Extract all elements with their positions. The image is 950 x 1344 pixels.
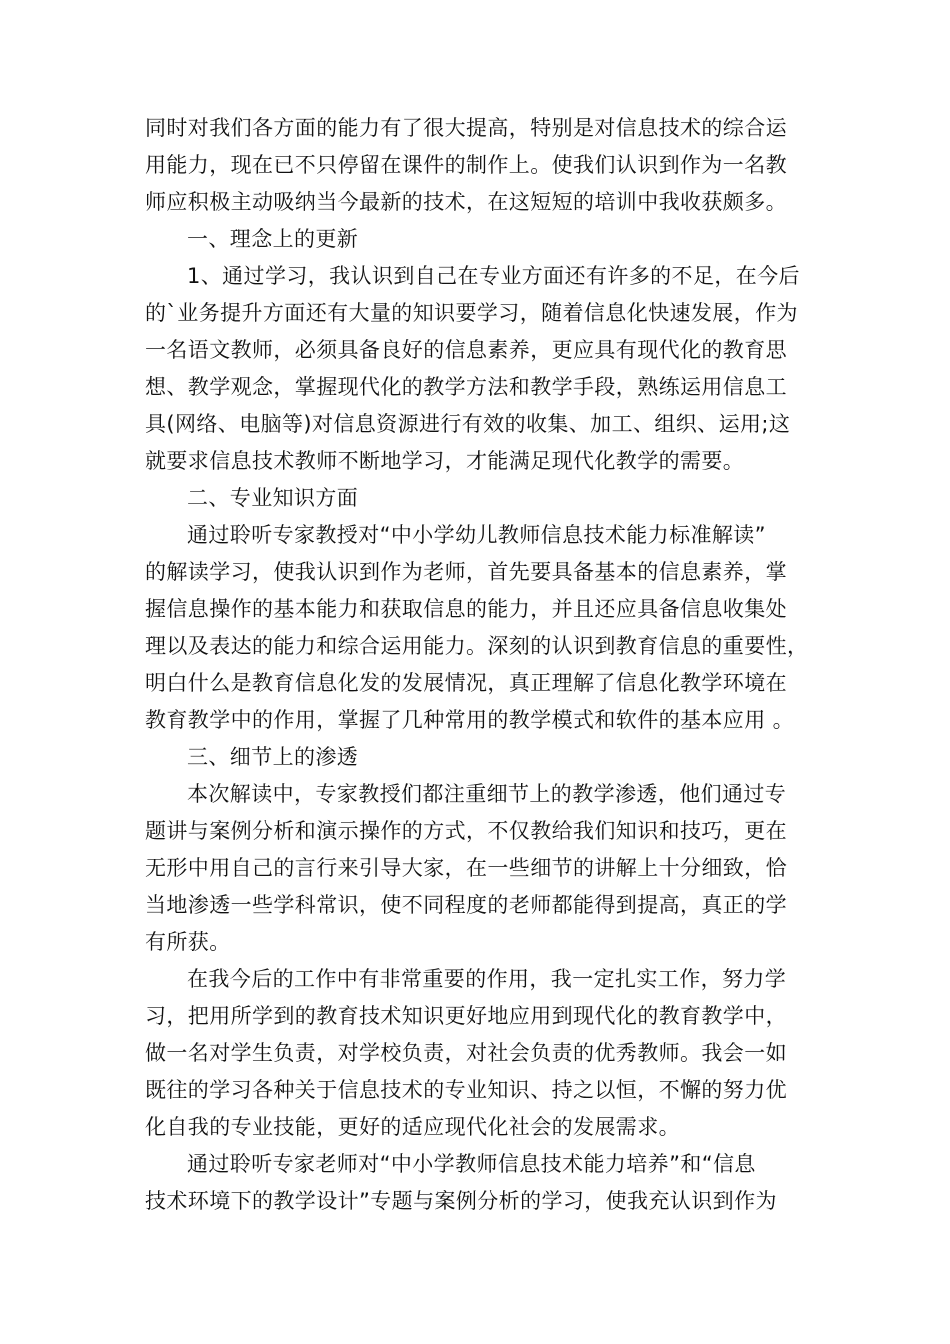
text-line: 题讲与案例分析和演示操作的方式，不仅教给我们知识和技巧，更在 [145,819,787,843]
text-line: 教育教学中的作用，掌握了几种常用的教学模式和软件的基本应用 。 [145,708,795,732]
text-line: 理以及表达的能力和综合运用能力。深刻的认识到教育信息的重要性， [145,634,809,658]
text-line: 无形中用自己的言行来引导大家，在一些细节的讲解上十分细致，恰 [145,856,787,880]
section-heading: 二、专业知识方面 [187,486,359,510]
text-line: 的`业务提升方面还有大量的知识要学习，随着信息化快速发展，作为 [145,301,798,325]
text-line: 用能力，现在已不只停留在课件的制作上。使我们认识到作为一名教 [145,153,787,177]
text-line: 做一名对学生负责，对学校负责，对社会负责的优秀教师。我会一如 [145,1041,787,1065]
text-line: 习，把用所学到的教育技术知识更好地应用到现代化的教育教学中， [145,1004,787,1028]
text-line: 本次解读中，专家教授们都注重细节上的教学渗透，他们通过专 [187,782,787,806]
text-line: 具(网络、电脑等)对信息资源进行有效的收集、加工、组织、运用;这 [145,412,791,436]
section-heading: 一、理念上的更新 [187,227,359,251]
text-line: 通过聆听专家老师对“中小学教师信息技术能力培养”和“信息 [187,1152,756,1176]
text-line: 就要求信息技术教师不断地学习，才能满足现代化教学的需要。 [145,449,745,473]
section-heading: 三、细节上的渗透 [187,745,359,769]
document-body [145,110,807,1220]
text-line: 有所获。 [145,930,231,954]
text-line: 化自我的专业技能，更好的适应现代化社会的发展需求。 [145,1115,680,1139]
text-line: 既往的学习各种关于信息技术的专业知识、持之以恒，不懈的努力优 [145,1078,787,1102]
text-line: 在我今后的工作中有非常重要的作用，我一定扎实工作，努力学 [187,967,787,991]
text-line: 技术环境下的教学设计”专题与案例分析的学习，使我充认识到作为 [145,1189,777,1213]
text-line: 师应积极主动吸纳当今最新的技术，在这短短的培训中我收获颇多。 [145,190,787,214]
text-line: 1、通过学习，我认识到自己在专业方面还有许多的不足，在今后 [187,264,800,288]
text-line: 握信息操作的基本能力和获取信息的能力，并且还应具备信息收集处 [145,597,787,621]
text-line: 想、教学观念，掌握现代化的教学方法和教学手段，熟练运用信息工 [145,375,787,399]
text-line: 一名语文教师，必须具备良好的信息素养，更应具有现代化的教育思 [145,338,787,362]
text-line: 当地渗透一些学科常识，使不同程度的老师都能得到提高，真正的学 [145,893,787,917]
text-line: 同时对我们各方面的能力有了很大提高，特别是对信息技术的综合运 [145,116,787,140]
text-line: 明白什么是教育信息化发的发展情况，真正理解了信息化教学环境在 [145,671,787,695]
text-line: 的解读学习，使我认识到作为老师，首先要具备基本的信息素养，掌 [145,560,787,584]
text-line: 通过聆听专家教授对“中小学幼儿教师信息技术能力标准解读” [187,523,766,547]
